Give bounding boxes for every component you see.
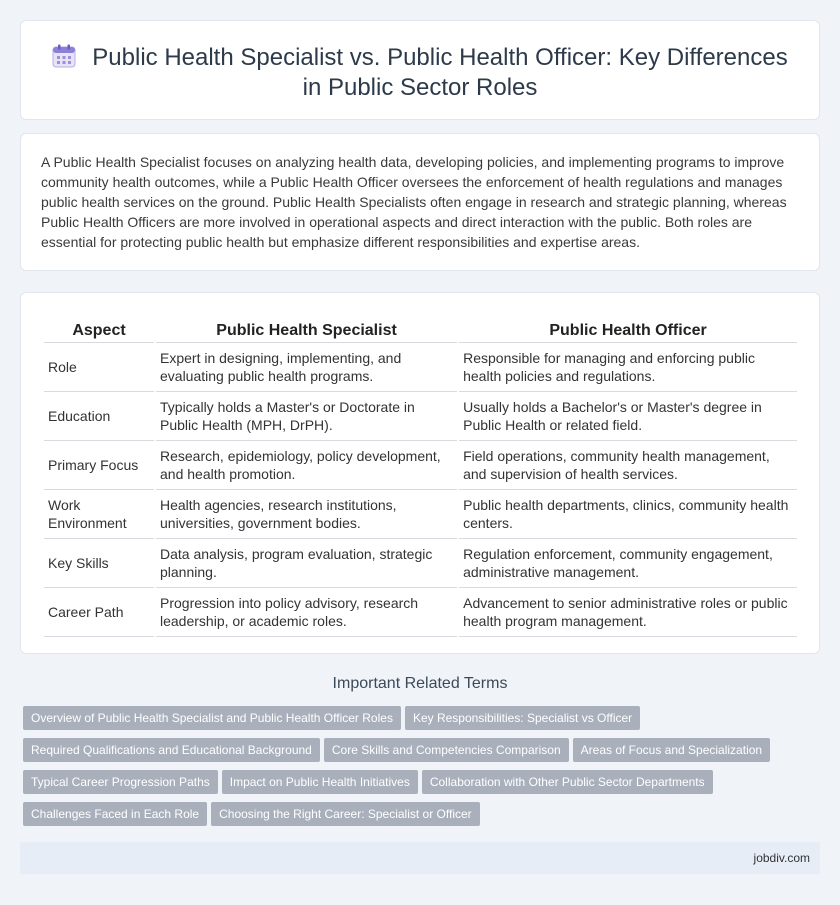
summary-card bbox=[20, 133, 820, 271]
cell-specialist: Typically holds a Master's or Doctorate in Public Health (MPH, DrPH). bbox=[156, 392, 457, 441]
cell-specialist: Data analysis, program evaluation, strategic planning. bbox=[156, 539, 457, 588]
related-terms-title: Important Related Terms bbox=[332, 675, 508, 692]
related-term-tag[interactable]: Required Qualifications and Educational Background bbox=[23, 738, 320, 762]
cell-aspect: Education bbox=[44, 392, 154, 441]
cell-officer: Usually holds a Bachelor's or Master's degree in Public Health or related field. bbox=[459, 392, 797, 441]
cell-officer: Responsible for managing and enforcing public health policies and regulations. bbox=[459, 343, 797, 392]
header-aspect: Aspect bbox=[44, 313, 154, 343]
cell-aspect: Role bbox=[44, 343, 154, 392]
related-term-tag[interactable]: Impact on Public Health Initiatives bbox=[222, 770, 418, 794]
cell-specialist: Expert in designing, implementing, and evaluating public health programs. bbox=[156, 343, 457, 392]
related-term-tag[interactable]: Overview of Public Health Specialist and Public Health Officer Roles bbox=[23, 706, 401, 730]
table-row bbox=[44, 588, 797, 637]
cell-aspect: Primary Focus bbox=[44, 441, 154, 490]
related-term-tag[interactable]: Typical Career Progression Paths bbox=[23, 770, 218, 794]
footer-site[interactable]: jobdiv.com bbox=[753, 851, 810, 865]
related-term-tag[interactable]: Challenges Faced in Each Role bbox=[23, 802, 207, 826]
cell-specialist: Health agencies, research institutions, universities, government bodies. bbox=[156, 490, 457, 539]
table-row bbox=[44, 490, 797, 539]
cell-specialist: Progression into policy advisory, research leadership, or academic roles. bbox=[156, 588, 457, 637]
table-row bbox=[44, 392, 797, 441]
cell-aspect: Career Path bbox=[44, 588, 154, 637]
cell-officer: Public health departments, clinics, community health centers. bbox=[459, 490, 797, 539]
related-term-tag[interactable]: Choosing the Right Career: Specialist or Officer bbox=[211, 802, 480, 826]
related-terms-section bbox=[20, 672, 820, 834]
cell-officer: Regulation enforcement, community engagement, administrative management. bbox=[459, 539, 797, 588]
comparison-table bbox=[42, 313, 799, 637]
related-term-tag[interactable]: Core Skills and Competencies Comparison bbox=[324, 738, 569, 762]
title-card bbox=[20, 20, 820, 120]
cell-aspect: Key Skills bbox=[44, 539, 154, 588]
cell-officer: Field operations, community health management, and supervision of health services. bbox=[459, 441, 797, 490]
calendar-icon bbox=[52, 44, 76, 68]
table-row bbox=[44, 539, 797, 588]
cell-aspect: Work Environment bbox=[44, 490, 154, 539]
header-officer: Public Health Officer bbox=[459, 313, 797, 343]
related-term-tag[interactable]: Key Responsibilities: Specialist vs Officer bbox=[405, 706, 640, 730]
header-specialist: Public Health Specialist bbox=[156, 313, 457, 343]
footer bbox=[20, 842, 820, 874]
title-text: Public Health Specialist vs. Public Health Officer: Key Differences in Public Sector Roles bbox=[92, 44, 788, 101]
page-title bbox=[51, 43, 789, 103]
cell-specialist: Research, epidemiology, policy development, and health promotion. bbox=[156, 441, 457, 490]
table-header-row bbox=[44, 313, 797, 343]
comparison-table-card bbox=[20, 292, 820, 654]
table-row bbox=[44, 441, 797, 490]
related-terms-list bbox=[20, 706, 820, 834]
related-term-tag[interactable]: Areas of Focus and Specialization bbox=[573, 738, 770, 762]
summary-paragraph: A Public Health Specialist focuses on analyzing health data, developing policies, and implementing programs to improve community health outcomes, while a Public Health Officer oversees the enforcement of health regulations and manages public health services on the ground. Public Health Specialists often engage in research and strategic planning, whereas Public Health Officers are more involved in operational aspects and direct interaction with the public. Both roles are essential for protecting public health but emphasize different responsibilities and expertise areas. bbox=[41, 154, 787, 250]
cell-officer: Advancement to senior administrative roles or public health program management. bbox=[459, 588, 797, 637]
related-term-tag[interactable]: Collaboration with Other Public Sector Departments bbox=[422, 770, 713, 794]
table-row bbox=[44, 343, 797, 392]
